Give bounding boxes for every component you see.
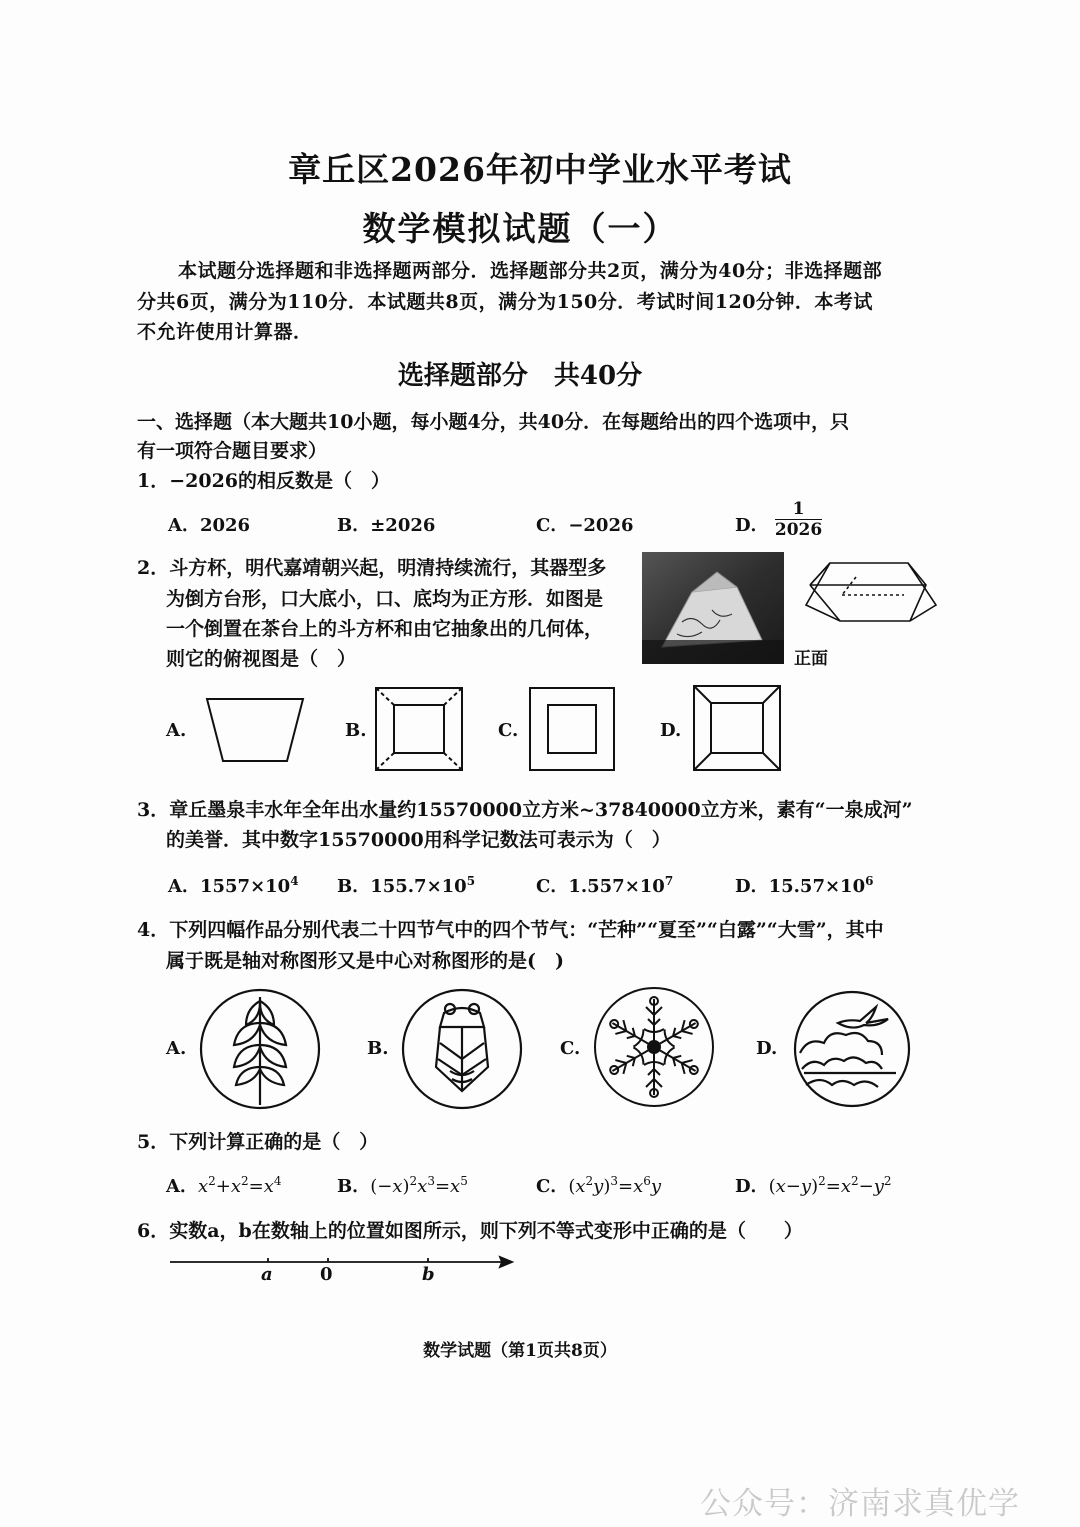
q2-line-2: 为倒方台形，口大底小，口、底均为正方形．如图是 (166, 588, 604, 610)
q3-line-2: 的美誉．其中数字15570000用科学记数法可表示为（ ） (166, 829, 671, 851)
q4-line-1: 4．下列四幅作品分别代表二十四节气中的四个节气：“芒种”“夏至”“白露”“大雪”，其中 (137, 919, 884, 941)
q5-option-d: D．$(x-y)^2=x^2-y^2$ (735, 1174, 892, 1197)
q4-line-2: 属于既是轴对称图形又是中心对称图形的是( ) (166, 950, 564, 972)
q2-option-b-label: B. (345, 720, 367, 741)
q4-option-c-label: C. (560, 1038, 581, 1059)
q2-option-b-figure (374, 686, 464, 772)
q5-option-b: B．$(-x)^2x^3=x^5$ (337, 1174, 468, 1197)
q5-option-a-expr: $x^2+x^2=x^4$ (197, 1174, 282, 1197)
q1-option-d-label: D． (735, 515, 769, 536)
q6-number-line (168, 1252, 518, 1272)
q2-front-label: 正面 (794, 649, 828, 669)
exam-subtitle: 数学模拟试题（一） (362, 209, 678, 248)
q3-option-a: A．$1557\times 10^4$ (168, 874, 299, 897)
q1-fraction-numerator: 1 (775, 499, 822, 520)
watermark: 公众号：济南求真优学 (700, 1486, 1020, 1522)
q4-option-b-label: B. (367, 1038, 389, 1059)
q5-option-c: C．$(x^2y)^3=x^6y$ (536, 1174, 662, 1197)
q1-option-d (735, 498, 823, 540)
q3-option-b: B．$155.7\times 10^5$ (337, 874, 476, 897)
section-heading: 选择题部分 共40分 (397, 361, 643, 391)
q4-swallow-figure (792, 989, 912, 1109)
q5-stem: 5．下列计算正确的是（ ） (137, 1131, 379, 1153)
exam-title: 章丘区2026年初中学业水平考试 (288, 150, 792, 189)
q5-option-a: A．$x^2+x^2=x^4$ (166, 1174, 282, 1197)
part1-instructions-2: 有一项符合题目要求） (137, 440, 328, 462)
part1-instructions-1: 一、选择题（本大题共10小题，每小题4分，共40分．在每题给出的四个选项中，只 (137, 411, 850, 433)
q4-wheat-figure (198, 987, 322, 1111)
q2-line-3: 一个倒置在茶台上的斗方杯和由它抽象出的几何体， (166, 618, 604, 640)
q5-option-b-expr: $(-x)^2x^3=x^5$ (370, 1174, 468, 1197)
q2-option-d-figure (692, 684, 782, 772)
q4-snowflake-figure (592, 985, 716, 1109)
q1-stem: 1．−2026的相反数是（ ） (137, 470, 391, 492)
q2-cup-photo (642, 552, 784, 664)
q6-label-zero: 0 (320, 1264, 333, 1285)
q4-cicada-figure (400, 987, 524, 1111)
intro-line-2: 分共6页，满分为110分．本试题共8页，满分为150分．考试时间120分钟．本考试 (137, 291, 873, 313)
q1-option-c: C．−2026 (536, 515, 634, 536)
q2-line-1: 2．斗方杯，明代嘉靖朝兴起，明清持续流行，其器型多 (137, 557, 607, 579)
q2-line-4: 则它的俯视图是（ ） (166, 648, 357, 670)
q3-option-c: C．$1.557\times 10^7$ (536, 874, 674, 897)
q5-option-d-expr: $(x-y)^2=x^2-y^2$ (768, 1174, 892, 1197)
q2-option-a-figure (203, 695, 307, 765)
q3-line-1: 3．章丘墨泉丰水年全年出水量约15570000立方米~37840000立方米，素有“一泉成河” (137, 799, 913, 821)
q2-option-c-figure (528, 686, 616, 772)
q5-option-c-expr: $(x^2y)^3=x^6y$ (568, 1174, 662, 1197)
q1-fraction-denominator: 2026 (774, 519, 823, 540)
page-footer: 数学试题（第1页共8页） (423, 1341, 617, 1361)
intro-line-3: 不允许使用计算器． (137, 321, 313, 343)
q2-option-d-label: D. (660, 720, 682, 741)
q1-fraction (775, 499, 822, 540)
q2-option-c-label: C. (498, 720, 519, 741)
q6-label-b: b (422, 1264, 435, 1285)
q4-option-d-label: D. (756, 1038, 778, 1059)
q1-option-a: A．2026 (168, 515, 251, 536)
q1-option-b: B．±2026 (337, 515, 436, 536)
q2-option-a-label: A. (166, 720, 187, 741)
intro-line-1: 本试题分选择题和非选择题两部分．选择题部分共2页，满分为40分；非选择题部 (178, 260, 883, 282)
q6-label-a: a (261, 1264, 273, 1285)
q6-stem: 6．实数a，b在数轴上的位置如图所示，则下列不等式变形中正确的是（ ） (137, 1220, 803, 1242)
q4-option-a-label: A. (166, 1038, 187, 1059)
q2-frustum-diagram (800, 555, 940, 645)
q3-option-d: D．$15.57\times 10^6$ (735, 874, 874, 897)
